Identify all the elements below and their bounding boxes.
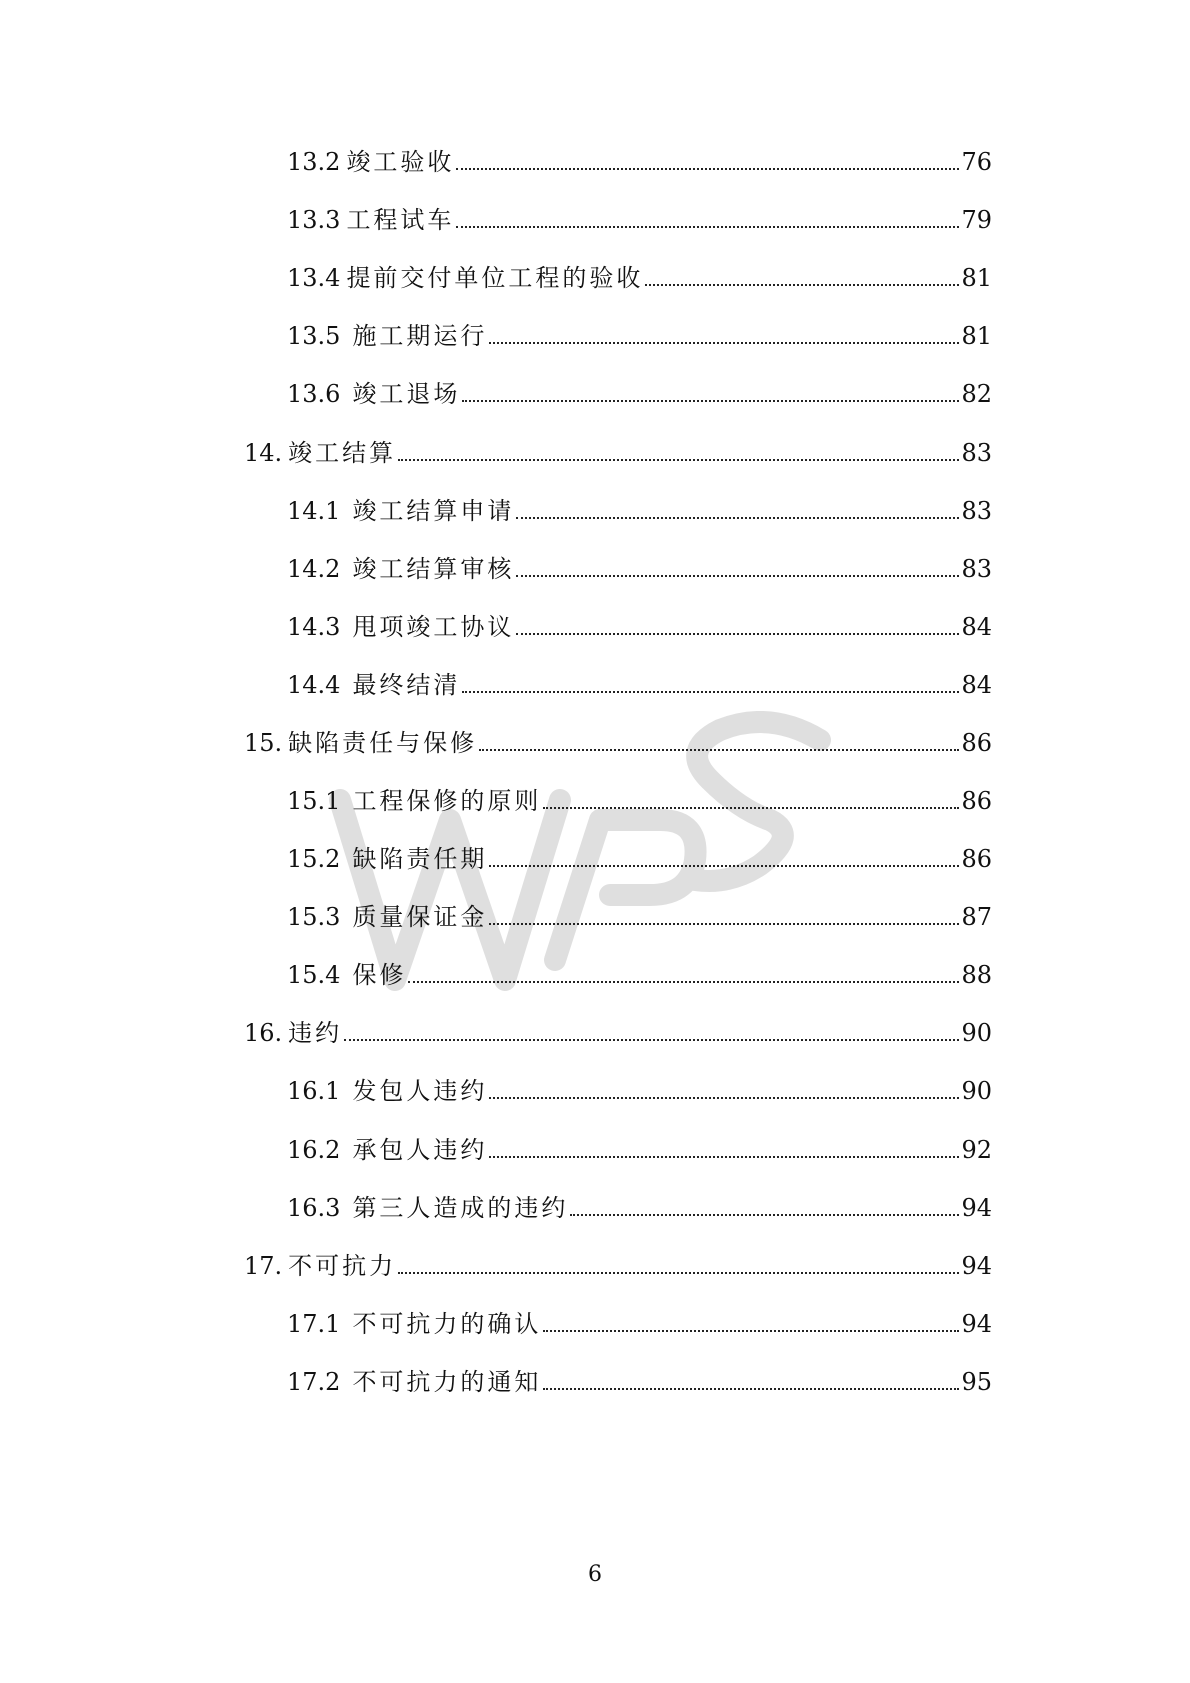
toc-entry-title: 竣工结算 [288,439,397,467]
toc-entry-title: 缺陷责任与保修 [288,729,478,757]
toc-entry[interactable] [244,1246,992,1286]
toc-entry-number: 13.6 [287,380,341,408]
toc-entry-page: 84 [961,613,992,641]
toc-entry[interactable] [287,491,992,531]
toc-entry-title: 竣工验收 [346,148,455,176]
toc-entry[interactable] [287,607,992,647]
toc-entry[interactable] [287,258,992,298]
toc-dot-leader [516,517,959,519]
toc-entry-title: 甩项竣工协议 [352,613,515,641]
toc-dot-leader [489,865,959,867]
toc-entry-page: 83 [961,555,992,583]
toc-entry-title: 承包人违约 [352,1136,488,1164]
toc-entry-number: 13.4 [287,264,341,292]
toc-entry-number: 13.3 [287,206,341,234]
toc-dot-leader [462,400,959,402]
toc-entry-page: 81 [961,322,992,350]
toc-entry-title: 不可抗力 [288,1252,397,1280]
toc-entry-number: 17.1 [287,1310,341,1338]
toc-entry-page: 79 [961,206,992,234]
toc-entry-number: 17. [244,1252,283,1280]
toc-entry-number: 16.2 [287,1136,341,1164]
toc-entry-title: 工程试车 [346,206,455,234]
toc-entry-page: 88 [961,961,992,989]
toc-dot-leader [516,633,959,635]
toc-dot-leader [489,1097,959,1099]
toc-dot-leader [543,807,959,809]
toc-entry-title: 违约 [288,1019,343,1047]
toc-entry-title: 发包人违约 [352,1077,488,1105]
toc-entry-number: 15.2 [287,845,341,873]
toc-entry-page: 94 [961,1252,992,1280]
toc-entry-number: 13.2 [287,148,341,176]
toc-entry[interactable] [287,897,992,937]
toc-entry-title: 竣工结算申请 [352,497,515,525]
toc-dot-leader [479,749,959,751]
toc-entry-title: 工程保修的原则 [352,787,542,815]
toc-entry-number: 13.5 [287,322,341,350]
toc-entry-page: 86 [961,845,992,873]
toc-entry-title: 第三人造成的违约 [352,1194,569,1222]
toc-dot-leader [543,1330,959,1332]
toc-entry-page: 87 [961,903,992,931]
toc-entry-title: 保修 [352,961,407,989]
toc-dot-leader [344,1039,959,1041]
toc-entry-page: 86 [961,787,992,815]
toc-entry-number: 14.4 [287,671,341,699]
toc-entry[interactable] [287,549,992,589]
toc-dot-leader [570,1214,959,1216]
toc-entry-title: 质量保证金 [352,903,488,931]
page-number: 6 [588,1562,602,1587]
toc-dot-leader [489,342,959,344]
toc-entry[interactable] [287,1130,992,1170]
toc-dot-leader [462,691,959,693]
toc-entry-page: 90 [961,1077,992,1105]
toc-dot-leader [456,168,959,170]
toc-entry-number: 15. [244,729,283,757]
toc-entry[interactable] [287,1304,992,1344]
toc-entry-title: 缺陷责任期 [352,845,488,873]
toc-entry[interactable] [287,374,992,414]
toc-entry-title: 最终结清 [352,671,461,699]
toc-entry-title: 竣工结算审核 [352,555,515,583]
toc-entry[interactable] [287,316,992,356]
toc-entry-title: 提前交付单位工程的验收 [346,264,644,292]
toc-entry-number: 15.4 [287,961,341,989]
toc-entry[interactable] [287,955,992,995]
toc-entry[interactable] [287,1362,992,1402]
toc-entry[interactable] [287,839,992,879]
toc-entry[interactable] [287,200,992,240]
toc-entry-number: 14. [244,439,283,467]
toc-entry-number: 14.2 [287,555,341,583]
toc-dot-leader [489,1156,959,1158]
toc-entry-number: 15.3 [287,903,341,931]
toc-entry-number: 16. [244,1019,283,1047]
toc-dot-leader [645,284,959,286]
toc-entry-page: 81 [961,264,992,292]
toc-entry-page: 92 [961,1136,992,1164]
toc-entry-page: 94 [961,1194,992,1222]
toc-entry-page: 83 [961,439,992,467]
toc-entry[interactable] [287,1188,992,1228]
toc-dot-leader [456,226,959,228]
toc-entry-number: 14.3 [287,613,341,641]
toc-entry-page: 95 [961,1368,992,1396]
toc-entry-page: 94 [961,1310,992,1338]
toc-entry-number: 17.2 [287,1368,341,1396]
toc-dot-leader [516,575,959,577]
toc-entry-page: 90 [961,1019,992,1047]
toc-entry-page: 84 [961,671,992,699]
toc-entry-number: 15.1 [287,787,341,815]
toc-entry-number: 16.1 [287,1077,341,1105]
toc-entry-page: 83 [961,497,992,525]
toc-entry[interactable] [244,1013,992,1053]
toc-entry-page: 86 [961,729,992,757]
toc-entry[interactable] [244,723,992,763]
toc-entry-number: 16.3 [287,1194,341,1222]
toc-dot-leader [543,1388,959,1390]
toc-dot-leader [408,981,959,983]
toc-entry-number: 14.1 [287,497,341,525]
toc-entry-title: 竣工退场 [352,380,461,408]
toc-entry-page: 82 [961,380,992,408]
toc-entry-title: 施工期运行 [352,322,488,350]
toc-entry[interactable] [287,1071,992,1111]
toc-entry[interactable] [244,433,992,473]
toc-entry-title: 不可抗力的确认 [352,1310,542,1338]
toc-entry-page: 76 [961,148,992,176]
toc-entry[interactable] [287,665,992,705]
toc-entry-title: 不可抗力的通知 [352,1368,542,1396]
toc-dot-leader [489,923,959,925]
toc-entry[interactable] [287,142,992,182]
toc-dot-leader [398,459,959,461]
toc-dot-leader [398,1272,959,1274]
toc-entry[interactable] [287,781,992,821]
